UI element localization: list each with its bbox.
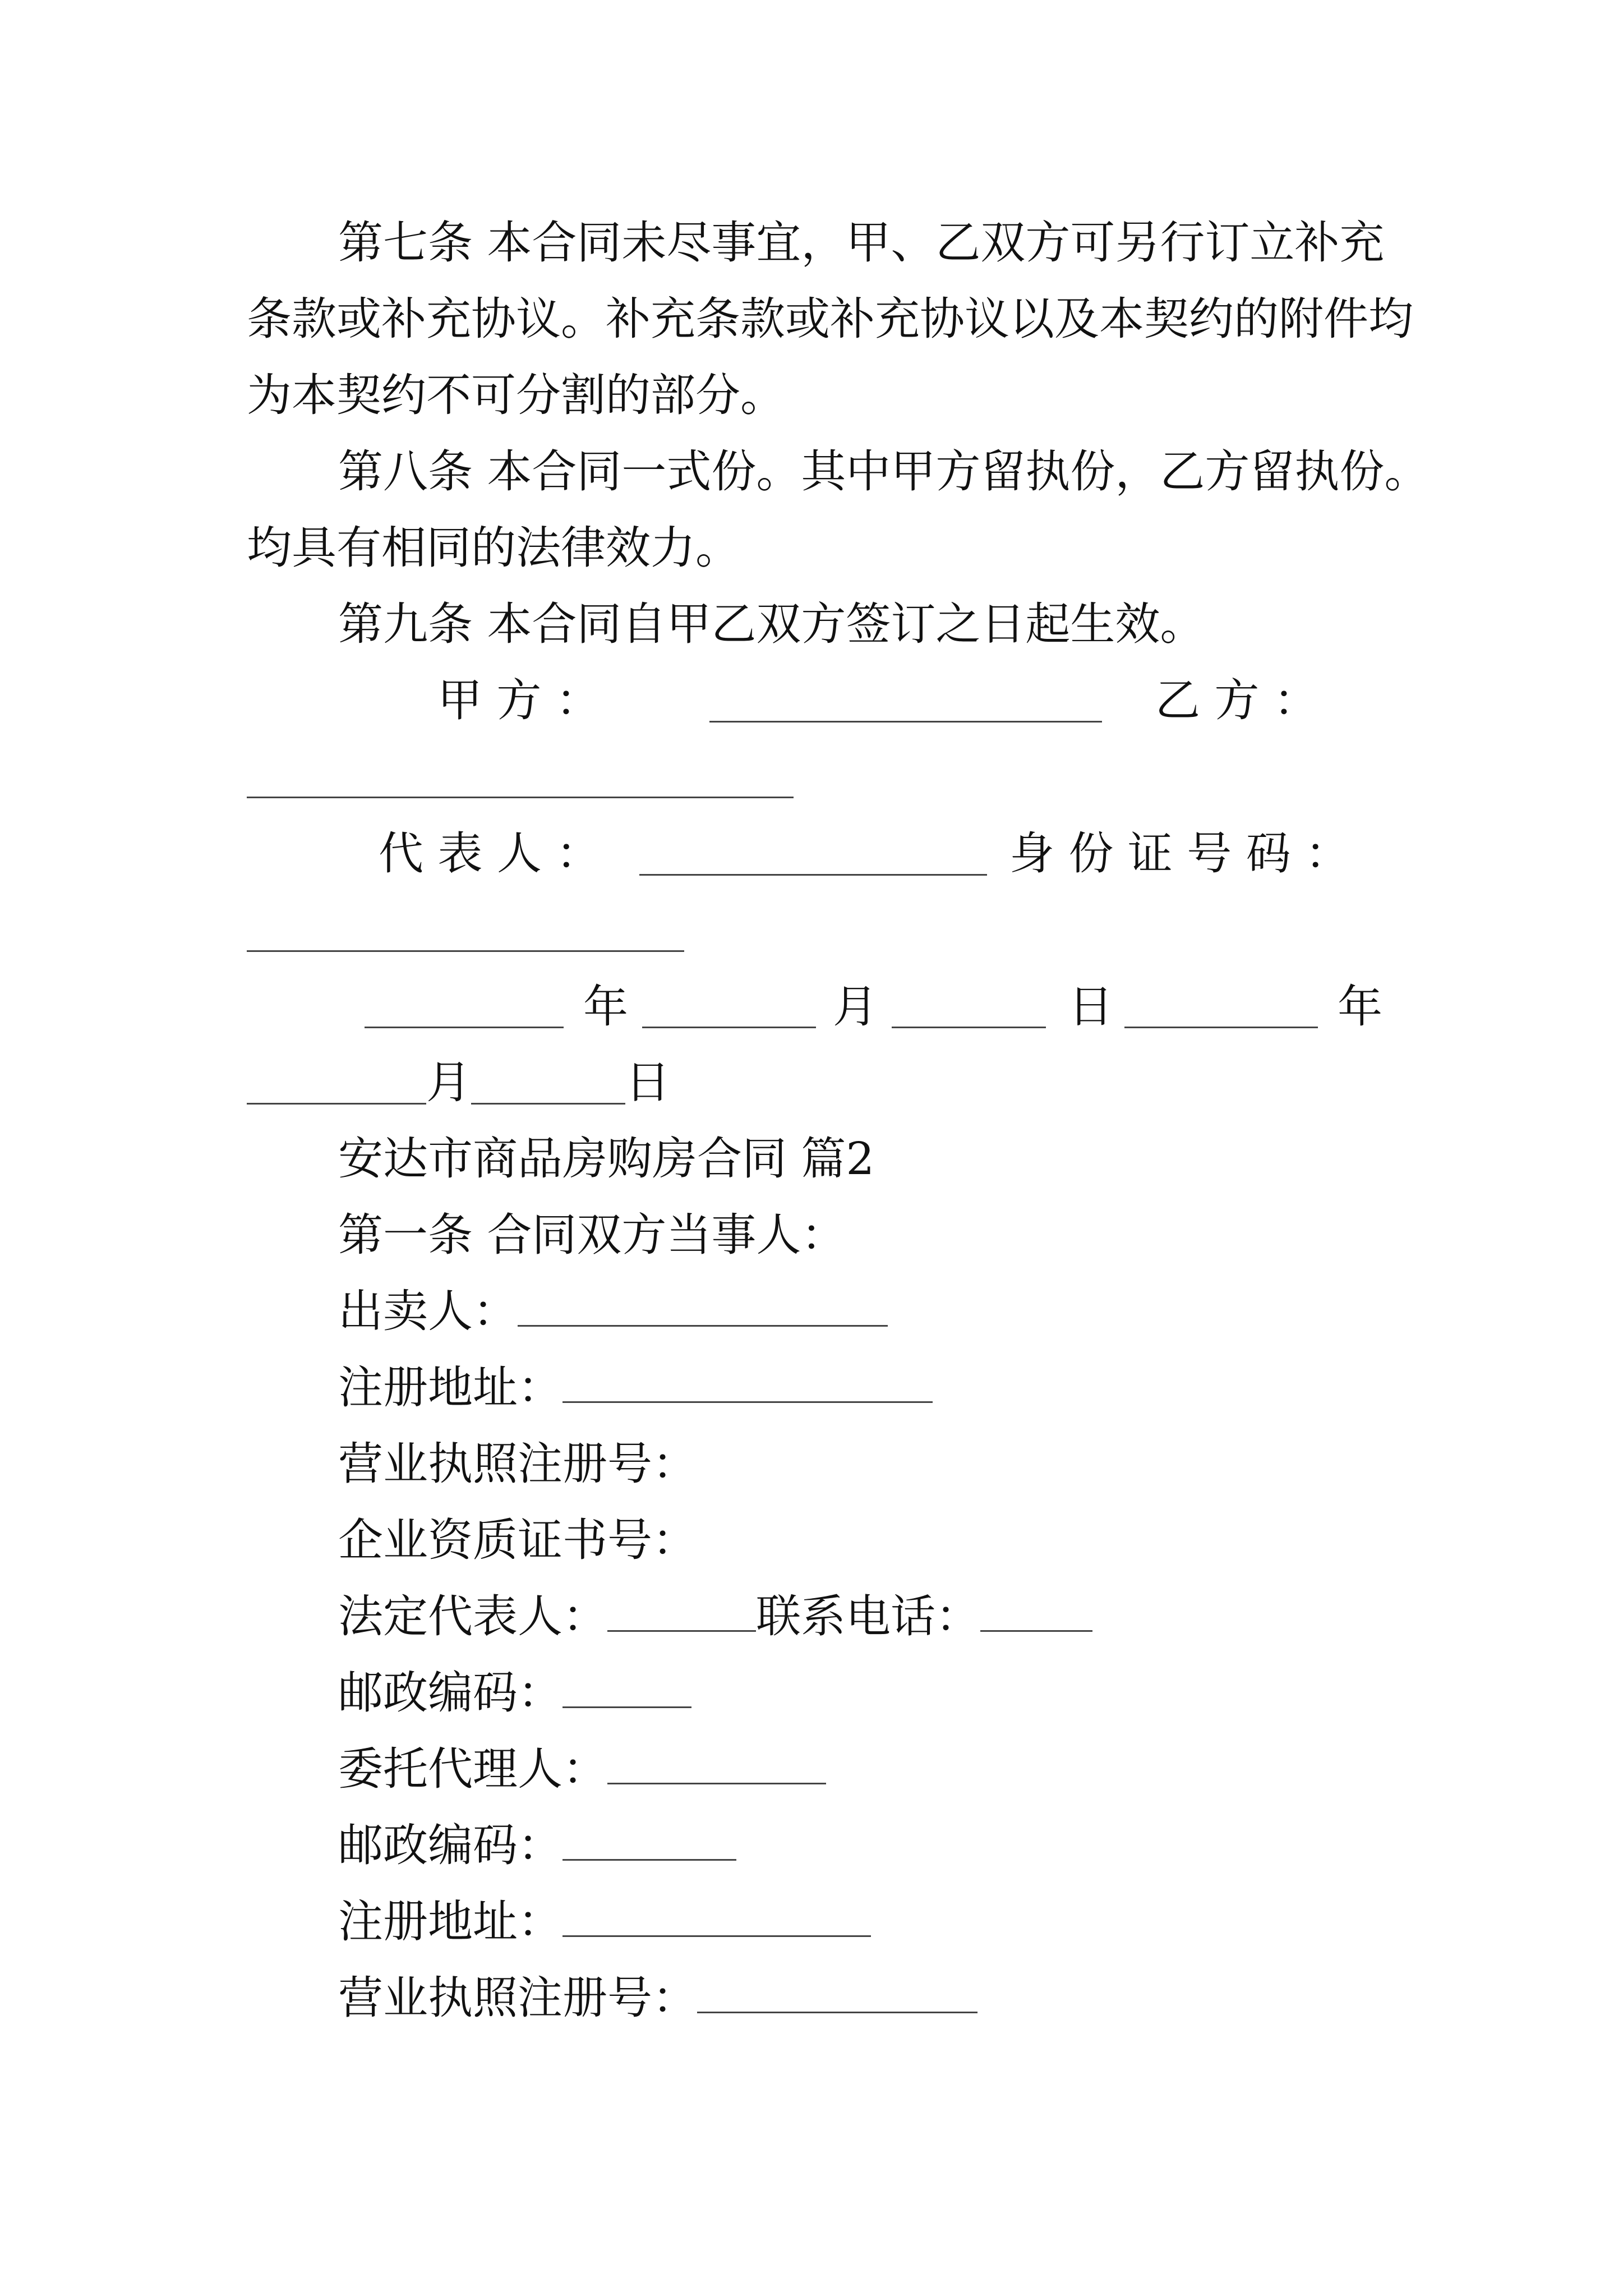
representative-label: 代 表 人 ： (379, 827, 601, 880)
clause7-line1: 第七条 本合同未尽事宜，甲、乙双方可另行订立补充 (338, 217, 1385, 269)
clause9: 第九条 本合同自甲乙双方签订之日起生效。 (338, 598, 1205, 650)
reg-address2-field (338, 1894, 871, 1950)
date-b-month: 月 (426, 1056, 471, 1108)
party-a-label: 甲 方 ： (437, 674, 601, 726)
phone-label: 联系电话： (756, 1590, 980, 1642)
postcode2-blank[interactable] (562, 1819, 736, 1861)
qualification-no-field (338, 1512, 697, 1568)
clause7-line3: 为本契约不可分割的部分。 (247, 369, 785, 421)
postcode-field (338, 1665, 691, 1721)
qualification-no-label: 企业资质证书号： (338, 1514, 697, 1566)
date-a-month-blank[interactable] (642, 1027, 816, 1028)
party-b-blank[interactable] (247, 797, 794, 798)
legal-rep-label: 法定代表人： (338, 1590, 607, 1642)
clause8-line2: 均具有相同的法律效力。 (247, 522, 740, 574)
party-b-label: 乙 方 ： (1155, 674, 1318, 726)
seller-blank[interactable] (518, 1285, 888, 1327)
legal-rep-field (338, 1589, 1092, 1645)
date-a-month: 月 (833, 981, 878, 1033)
license-no2-label: 营业执照注册号： (338, 1972, 697, 2024)
reg-address2-blank[interactable] (562, 1895, 871, 1937)
section2-title: 安达市商品房购房合同 篇2 (338, 1133, 875, 1185)
representative-blank[interactable] (639, 874, 987, 876)
id-number-blank[interactable] (247, 950, 684, 952)
seller-label: 出卖人： (338, 1285, 518, 1337)
date-b-year-blank[interactable] (1124, 1027, 1318, 1028)
date-b-day: 日 (625, 1056, 670, 1108)
date-a-day-blank[interactable] (892, 1027, 1046, 1028)
license-no2-field (338, 1970, 978, 2026)
party-a-blank[interactable] (709, 721, 1102, 723)
seller-field (338, 1283, 888, 1340)
postcode2-label: 邮政编码： (338, 1819, 562, 1871)
reg-address-label: 注册地址： (338, 1361, 562, 1414)
license-no-field (338, 1436, 697, 1492)
clause1: 第一条 合同双方当事人： (338, 1209, 846, 1261)
date-b-day-blank[interactable] (471, 1103, 625, 1105)
phone-blank[interactable] (980, 1590, 1092, 1632)
date-b-month-blank[interactable] (247, 1103, 426, 1105)
agent-field (338, 1741, 826, 1797)
reg-address2-label: 注册地址： (338, 1895, 562, 1948)
reg-address-field (338, 1360, 933, 1416)
postcode2-field (338, 1818, 736, 1874)
agent-blank[interactable] (607, 1742, 826, 1784)
agent-label: 委托代理人： (338, 1743, 607, 1795)
date-a-year-blank[interactable] (365, 1027, 564, 1028)
date-a-year: 年 (583, 981, 628, 1033)
postcode-label: 邮政编码： (338, 1667, 562, 1719)
date-a-day: 日 (1068, 981, 1113, 1033)
clause8-line1: 第八条 本合同一式份。其中甲方留执份，乙方留执份。 (338, 445, 1430, 498)
clause7-line2: 条款或补充协议。补充条款或补充协议以及本契约的附件均 (247, 293, 1413, 345)
reg-address-blank[interactable] (562, 1361, 933, 1403)
id-number-label: 身 份 证 号 码 ： (1009, 827, 1350, 880)
legal-rep-blank[interactable] (607, 1590, 756, 1632)
license-no2-blank[interactable] (697, 1971, 978, 2013)
postcode-blank[interactable] (562, 1666, 691, 1708)
license-no-label: 营业执照注册号： (338, 1438, 697, 1490)
date-b-year: 年 (1338, 981, 1382, 1033)
